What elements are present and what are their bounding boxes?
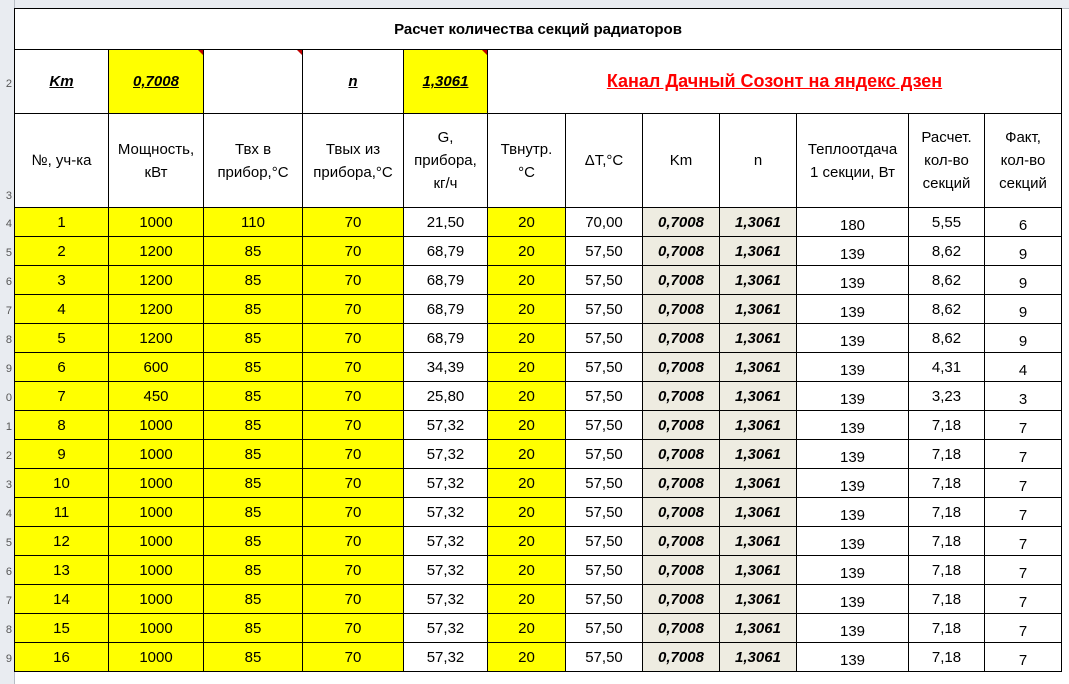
row-number[interactable]: 3 xyxy=(5,479,12,491)
cell-temp-inside[interactable]: 20 xyxy=(488,585,566,614)
cell-temp-inside[interactable]: 20 xyxy=(488,469,566,498)
cell-heat-per-section[interactable]: 139 xyxy=(797,440,909,469)
cell-power[interactable]: 1200 xyxy=(109,266,204,295)
cell-calc-sections[interactable]: 7,18 xyxy=(909,585,985,614)
cell-heat-per-section[interactable]: 139 xyxy=(797,237,909,266)
cell-power[interactable]: 1200 xyxy=(109,324,204,353)
header-line: Теплоотдача xyxy=(807,140,898,158)
radiator-sections-table xyxy=(14,8,1062,672)
header-line: n xyxy=(753,152,763,169)
empty-param-cell[interactable] xyxy=(204,50,303,114)
table-row xyxy=(15,295,1062,324)
cell-fact-sections[interactable]: 3 xyxy=(985,382,1062,411)
cell-calc-sections[interactable]: 8,62 xyxy=(909,237,985,266)
cell-temp-in[interactable]: 110 xyxy=(204,208,303,237)
header-line: секций xyxy=(999,175,1047,192)
cell-km[interactable]: 0,7008 xyxy=(643,353,720,382)
cell-temp-inside[interactable]: 20 xyxy=(488,382,566,411)
cell-section-no[interactable]: 6 xyxy=(15,353,109,382)
cell-n[interactable]: 1,3061 xyxy=(720,614,797,643)
cell-heat-per-section[interactable]: 139 xyxy=(797,266,909,295)
cell-temp-inside[interactable]: 20 xyxy=(488,237,566,266)
cell-temp-inside[interactable]: 20 xyxy=(488,266,566,295)
cell-fact-sections[interactable]: 9 xyxy=(985,237,1062,266)
sheet-title[interactable]: Расчет количества секций радиаторов xyxy=(15,9,1062,50)
hdr-temp-out[interactable] xyxy=(303,114,404,208)
cell-temp-inside[interactable]: 20 xyxy=(488,411,566,440)
header-line: №, уч-ка xyxy=(31,152,92,169)
cell-temp-in[interactable]: 85 xyxy=(204,237,303,266)
cell-section-no[interactable]: 15 xyxy=(15,614,109,643)
cell-temp-out[interactable]: 70 xyxy=(303,498,404,527)
table-row xyxy=(15,266,1062,295)
header-line: Твых из xyxy=(325,140,381,158)
row-number[interactable]: 9 xyxy=(5,363,12,375)
cell-km[interactable]: 0,7008 xyxy=(643,411,720,440)
cell-section-no[interactable]: 3 xyxy=(15,266,109,295)
table-row xyxy=(15,469,1062,498)
cell-delta-t[interactable]: 57,50 xyxy=(566,237,643,266)
cell-temp-inside[interactable]: 20 xyxy=(488,527,566,556)
cell-temp-in[interactable]: 85 xyxy=(204,643,303,672)
row-number[interactable]: 5 xyxy=(5,537,12,549)
cell-temp-in[interactable]: 85 xyxy=(204,295,303,324)
cell-delta-t[interactable]: 57,50 xyxy=(566,440,643,469)
header-line: кол-во xyxy=(924,152,969,169)
cell-temp-out[interactable]: 70 xyxy=(303,266,404,295)
cell-temp-in[interactable]: 85 xyxy=(204,585,303,614)
cell-n[interactable]: 1,3061 xyxy=(720,527,797,556)
cell-heat-per-section[interactable]: 139 xyxy=(797,324,909,353)
cell-heat-per-section[interactable]: 139 xyxy=(797,382,909,411)
cell-temp-inside[interactable]: 20 xyxy=(488,643,566,672)
cell-flow[interactable]: 57,32 xyxy=(404,614,488,643)
cell-temp-out[interactable]: 70 xyxy=(303,527,404,556)
channel-link-cell[interactable] xyxy=(488,50,1062,114)
cell-km[interactable]: 0,7008 xyxy=(643,440,720,469)
cell-temp-in[interactable]: 85 xyxy=(204,324,303,353)
cell-heat-per-section[interactable]: 139 xyxy=(797,295,909,324)
header-line: Твнутр. xyxy=(500,140,553,158)
cell-flow[interactable]: 68,79 xyxy=(404,266,488,295)
cell-delta-t[interactable]: 57,50 xyxy=(566,324,643,353)
cell-calc-sections[interactable]: 8,62 xyxy=(909,324,985,353)
column-headers-row xyxy=(15,114,1062,208)
cell-section-no[interactable]: 4 xyxy=(15,295,109,324)
cell-temp-in[interactable]: 85 xyxy=(204,556,303,585)
cell-n[interactable]: 1,3061 xyxy=(720,324,797,353)
header-line: кол-во xyxy=(1000,152,1046,169)
cell-fact-sections[interactable]: 7 xyxy=(985,411,1062,440)
cell-section-no[interactable]: 5 xyxy=(15,324,109,353)
hdr-flow[interactable] xyxy=(404,114,488,208)
cell-power[interactable]: 1000 xyxy=(109,411,204,440)
table-row xyxy=(15,643,1062,672)
cell-flow[interactable]: 21,50 xyxy=(404,208,488,237)
cell-n[interactable]: 1,3061 xyxy=(720,585,797,614)
cell-section-no[interactable]: 13 xyxy=(15,556,109,585)
cell-heat-per-section[interactable]: 139 xyxy=(797,614,909,643)
cell-heat-per-section[interactable]: 139 xyxy=(797,411,909,440)
cell-temp-inside[interactable]: 20 xyxy=(488,440,566,469)
cell-temp-in[interactable]: 85 xyxy=(204,353,303,382)
cell-temp-in[interactable]: 85 xyxy=(204,382,303,411)
header-line: Факт, xyxy=(1005,129,1041,146)
table-row xyxy=(15,614,1062,643)
cell-power[interactable]: 1200 xyxy=(109,237,204,266)
cell-km[interactable]: 0,7008 xyxy=(643,643,720,672)
table-row xyxy=(15,556,1062,585)
row-number[interactable]: 1 xyxy=(5,421,12,433)
km-label-cell[interactable]: Km xyxy=(15,50,109,114)
cell-heat-per-section[interactable]: 139 xyxy=(797,643,909,672)
cell-heat-per-section[interactable]: 139 xyxy=(797,527,909,556)
cell-calc-sections[interactable]: 7,18 xyxy=(909,469,985,498)
cell-fact-sections[interactable]: 6 xyxy=(985,208,1062,237)
cell-temp-out[interactable]: 70 xyxy=(303,614,404,643)
cell-km[interactable]: 0,7008 xyxy=(643,295,720,324)
row-number[interactable]: 8 xyxy=(5,334,12,346)
cell-calc-sections[interactable]: 8,62 xyxy=(909,295,985,324)
cell-temp-inside[interactable]: 20 xyxy=(488,324,566,353)
cell-n[interactable]: 1,3061 xyxy=(720,440,797,469)
cell-n[interactable]: 1,3061 xyxy=(720,469,797,498)
cell-km[interactable]: 0,7008 xyxy=(643,556,720,585)
cell-temp-out[interactable]: 70 xyxy=(303,556,404,585)
channel-link[interactable]: Канал Дачный Созонт на яндекс дзен xyxy=(606,71,943,91)
cell-km[interactable]: 0,7008 xyxy=(643,527,720,556)
cell-heat-per-section[interactable]: 180 xyxy=(797,208,909,237)
hdr-calc-sections[interactable] xyxy=(909,114,985,208)
cell-flow[interactable]: 57,32 xyxy=(404,643,488,672)
cell-flow[interactable]: 57,32 xyxy=(404,556,488,585)
row-number[interactable]: 5 xyxy=(5,247,12,259)
cell-heat-per-section[interactable]: 139 xyxy=(797,498,909,527)
cell-power[interactable]: 1000 xyxy=(109,527,204,556)
header-line: прибора, xyxy=(414,152,477,169)
cell-power[interactable]: 1000 xyxy=(109,440,204,469)
header-line: 1 секции, Вт xyxy=(810,163,895,181)
cell-flow[interactable]: 57,32 xyxy=(404,527,488,556)
cell-km[interactable]: 0,7008 xyxy=(643,585,720,614)
row-number[interactable]: 6 xyxy=(5,276,12,288)
cell-fact-sections[interactable]: 7 xyxy=(985,556,1062,585)
cell-fact-sections[interactable]: 7 xyxy=(985,498,1062,527)
cell-flow[interactable]: 57,32 xyxy=(404,411,488,440)
cell-power[interactable]: 450 xyxy=(109,382,204,411)
table-row xyxy=(15,498,1062,527)
cell-section-no[interactable]: 1 xyxy=(15,208,109,237)
table-row xyxy=(15,411,1062,440)
table-row xyxy=(15,353,1062,382)
row-number[interactable]: 4 xyxy=(5,218,12,230)
cell-temp-out[interactable]: 70 xyxy=(303,295,404,324)
row-number[interactable]: 7 xyxy=(5,595,12,607)
cell-power[interactable]: 1200 xyxy=(109,295,204,324)
cell-heat-per-section[interactable]: 139 xyxy=(797,556,909,585)
cell-fact-sections[interactable]: 9 xyxy=(985,266,1062,295)
cell-power[interactable]: 1000 xyxy=(109,208,204,237)
header-line: секций xyxy=(922,175,971,192)
cell-temp-inside[interactable]: 20 xyxy=(488,556,566,585)
cell-fact-sections[interactable]: 7 xyxy=(985,469,1062,498)
cell-calc-sections[interactable]: 7,18 xyxy=(909,556,985,585)
cell-section-no[interactable]: 9 xyxy=(15,440,109,469)
cell-fact-sections[interactable]: 7 xyxy=(985,585,1062,614)
cell-km[interactable]: 0,7008 xyxy=(643,237,720,266)
row-number[interactable]: 8 xyxy=(5,624,12,636)
hdr-temp-inside[interactable] xyxy=(488,114,566,208)
cell-temp-out[interactable]: 70 xyxy=(303,382,404,411)
cell-delta-t[interactable]: 57,50 xyxy=(566,585,643,614)
cell-calc-sections[interactable]: 7,18 xyxy=(909,614,985,643)
cell-section-no[interactable]: 11 xyxy=(15,498,109,527)
cell-temp-out[interactable]: 70 xyxy=(303,324,404,353)
row-number[interactable]: 3 xyxy=(5,190,12,202)
header-line: Мощность, xyxy=(117,140,195,158)
cell-temp-out[interactable]: 70 xyxy=(303,643,404,672)
header-line: прибора,°С xyxy=(313,163,393,181)
cell-temp-out[interactable]: 70 xyxy=(303,237,404,266)
hdr-delta-t[interactable] xyxy=(566,114,643,208)
cell-fact-sections[interactable]: 7 xyxy=(985,440,1062,469)
row-number[interactable]: 2 xyxy=(5,450,12,462)
cell-temp-inside[interactable]: 20 xyxy=(488,614,566,643)
cell-section-no[interactable]: 7 xyxy=(15,382,109,411)
cell-flow[interactable]: 57,32 xyxy=(404,469,488,498)
cell-flow[interactable]: 34,39 xyxy=(404,353,488,382)
cell-km[interactable]: 0,7008 xyxy=(643,266,720,295)
hdr-temp-in[interactable] xyxy=(204,114,303,208)
table-row xyxy=(15,527,1062,556)
cell-power[interactable]: 1000 xyxy=(109,585,204,614)
cell-fact-sections[interactable]: 4 xyxy=(985,353,1062,382)
cell-delta-t[interactable]: 57,50 xyxy=(566,411,643,440)
cell-flow[interactable]: 68,79 xyxy=(404,295,488,324)
cell-n[interactable]: 1,3061 xyxy=(720,643,797,672)
cell-fact-sections[interactable]: 7 xyxy=(985,643,1062,672)
cell-section-no[interactable]: 10 xyxy=(15,469,109,498)
cell-flow[interactable]: 68,79 xyxy=(404,237,488,266)
cell-temp-inside[interactable]: 20 xyxy=(488,353,566,382)
cell-temp-out[interactable]: 70 xyxy=(303,469,404,498)
row-number[interactable]: 7 xyxy=(5,305,12,317)
n-label-cell[interactable]: n xyxy=(303,50,404,114)
row-number[interactable]: 0 xyxy=(5,392,12,404)
row-number[interactable]: 4 xyxy=(5,508,12,520)
cell-fact-sections[interactable]: 7 xyxy=(985,527,1062,556)
header-line: прибор,°С xyxy=(217,163,289,181)
header-line: G, xyxy=(437,129,454,146)
cell-n[interactable]: 1,3061 xyxy=(720,556,797,585)
header-line: кг/ч xyxy=(433,175,458,192)
header-line: кВт xyxy=(144,163,168,181)
table-row xyxy=(15,324,1062,353)
cell-flow[interactable]: 57,32 xyxy=(404,440,488,469)
cell-temp-in[interactable]: 85 xyxy=(204,469,303,498)
header-line: ΔT,°С xyxy=(584,152,624,169)
hdr-n[interactable] xyxy=(720,114,797,208)
cell-delta-t[interactable]: 57,50 xyxy=(566,498,643,527)
cell-delta-t[interactable]: 57,50 xyxy=(566,469,643,498)
table-row xyxy=(15,440,1062,469)
cell-section-no[interactable]: 8 xyxy=(15,411,109,440)
n-value-cell[interactable]: 1,3061 xyxy=(404,50,488,114)
header-line: Твх в xyxy=(234,140,272,158)
cell-km[interactable]: 0,7008 xyxy=(643,614,720,643)
row-number[interactable]: 9 xyxy=(5,653,12,665)
cell-power[interactable]: 1000 xyxy=(109,614,204,643)
cell-km[interactable]: 0,7008 xyxy=(643,382,720,411)
cell-power[interactable]: 1000 xyxy=(109,469,204,498)
table-row xyxy=(15,382,1062,411)
cell-temp-in[interactable]: 85 xyxy=(204,498,303,527)
cell-delta-t[interactable]: 57,50 xyxy=(566,614,643,643)
cell-calc-sections[interactable]: 7,18 xyxy=(909,498,985,527)
cell-n[interactable]: 1,3061 xyxy=(720,353,797,382)
cell-calc-sections[interactable]: 3,23 xyxy=(909,382,985,411)
cell-flow[interactable]: 57,32 xyxy=(404,585,488,614)
cell-section-no[interactable]: 2 xyxy=(15,237,109,266)
cell-temp-inside[interactable]: 20 xyxy=(488,208,566,237)
cell-n[interactable]: 1,3061 xyxy=(720,208,797,237)
cell-calc-sections[interactable]: 4,31 xyxy=(909,353,985,382)
header-line: °С xyxy=(518,163,535,181)
cell-temp-out[interactable]: 70 xyxy=(303,208,404,237)
cell-temp-in[interactable]: 85 xyxy=(204,614,303,643)
cell-calc-sections[interactable]: 7,18 xyxy=(909,643,985,672)
cell-n[interactable]: 1,3061 xyxy=(720,237,797,266)
cell-heat-per-section[interactable]: 139 xyxy=(797,469,909,498)
header-line: Расчет. xyxy=(921,129,972,146)
cell-temp-out[interactable]: 70 xyxy=(303,440,404,469)
cell-delta-t[interactable]: 57,50 xyxy=(566,527,643,556)
cell-n[interactable]: 1,3061 xyxy=(720,266,797,295)
cell-n[interactable]: 1,3061 xyxy=(720,295,797,324)
hdr-heat-per-section[interactable] xyxy=(797,114,909,208)
hdr-section-no[interactable] xyxy=(15,114,109,208)
cell-fact-sections[interactable]: 7 xyxy=(985,614,1062,643)
hdr-fact-sections[interactable] xyxy=(985,114,1062,208)
cell-calc-sections[interactable]: 5,55 xyxy=(909,208,985,237)
cell-flow[interactable]: 25,80 xyxy=(404,382,488,411)
cell-power[interactable]: 1000 xyxy=(109,498,204,527)
cell-delta-t[interactable]: 57,50 xyxy=(566,382,643,411)
table-row xyxy=(15,237,1062,266)
cell-flow[interactable]: 68,79 xyxy=(404,324,488,353)
cell-power[interactable]: 1000 xyxy=(109,643,204,672)
cell-power[interactable]: 1000 xyxy=(109,556,204,585)
cell-section-no[interactable]: 12 xyxy=(15,527,109,556)
header-line: Km xyxy=(669,152,693,169)
cell-n[interactable]: 1,3061 xyxy=(720,498,797,527)
row-number[interactable]: 2 xyxy=(5,78,12,90)
cell-delta-t[interactable]: 57,50 xyxy=(566,295,643,324)
cell-power[interactable]: 600 xyxy=(109,353,204,382)
cell-km[interactable]: 0,7008 xyxy=(643,469,720,498)
cell-delta-t[interactable]: 57,50 xyxy=(566,643,643,672)
row-number[interactable]: 6 xyxy=(5,566,12,578)
cell-temp-out[interactable]: 70 xyxy=(303,353,404,382)
cell-calc-sections[interactable]: 7,18 xyxy=(909,440,985,469)
cell-section-no[interactable]: 16 xyxy=(15,643,109,672)
cell-temp-in[interactable]: 85 xyxy=(204,527,303,556)
cell-delta-t[interactable]: 70,00 xyxy=(566,208,643,237)
cell-temp-out[interactable]: 70 xyxy=(303,411,404,440)
cell-delta-t[interactable]: 57,50 xyxy=(566,266,643,295)
cell-temp-out[interactable]: 70 xyxy=(303,585,404,614)
cell-temp-inside[interactable]: 20 xyxy=(488,498,566,527)
cell-flow[interactable]: 57,32 xyxy=(404,498,488,527)
hdr-power[interactable] xyxy=(109,114,204,208)
cell-delta-t[interactable]: 57,50 xyxy=(566,353,643,382)
cell-km[interactable]: 0,7008 xyxy=(643,208,720,237)
cell-fact-sections[interactable]: 9 xyxy=(985,324,1062,353)
table-row xyxy=(15,208,1062,237)
cell-temp-in[interactable]: 85 xyxy=(204,440,303,469)
cell-km[interactable]: 0,7008 xyxy=(643,324,720,353)
cell-calc-sections[interactable]: 7,18 xyxy=(909,527,985,556)
cell-km[interactable]: 0,7008 xyxy=(643,498,720,527)
km-value-cell[interactable]: 0,7008 xyxy=(109,50,204,114)
cell-n[interactable]: 1,3061 xyxy=(720,382,797,411)
cell-heat-per-section[interactable]: 139 xyxy=(797,353,909,382)
cell-temp-in[interactable]: 85 xyxy=(204,411,303,440)
cell-fact-sections[interactable]: 9 xyxy=(985,295,1062,324)
cell-delta-t[interactable]: 57,50 xyxy=(566,556,643,585)
cell-heat-per-section[interactable]: 139 xyxy=(797,585,909,614)
cell-n[interactable]: 1,3061 xyxy=(720,411,797,440)
table-row xyxy=(15,585,1062,614)
cell-section-no[interactable]: 14 xyxy=(15,585,109,614)
hdr-km[interactable] xyxy=(643,114,720,208)
cell-calc-sections[interactable]: 8,62 xyxy=(909,266,985,295)
cell-temp-in[interactable]: 85 xyxy=(204,266,303,295)
cell-temp-inside[interactable]: 20 xyxy=(488,295,566,324)
cell-calc-sections[interactable]: 7,18 xyxy=(909,411,985,440)
